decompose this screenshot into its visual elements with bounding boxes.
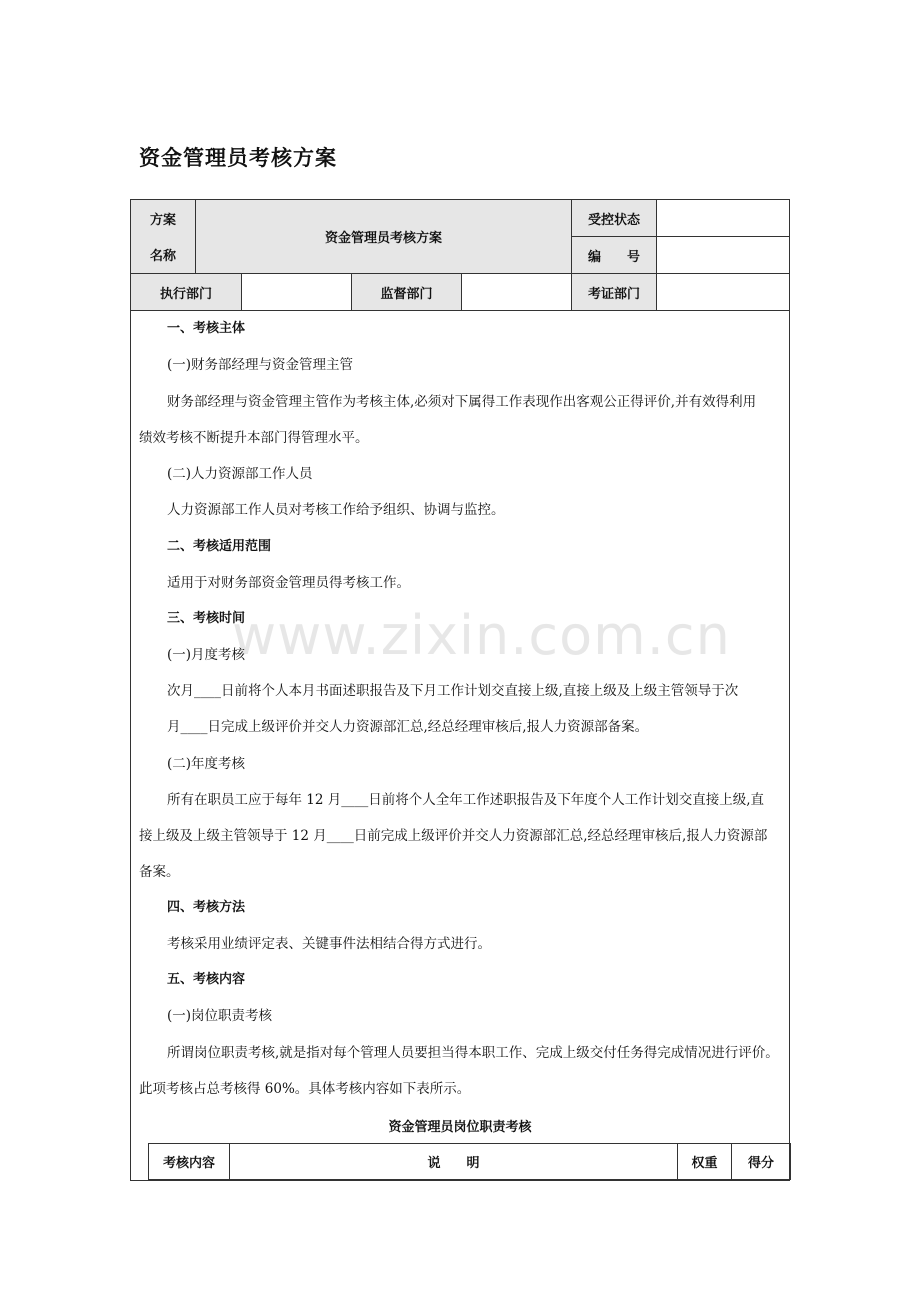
section-3-2-paragraph-line3: 备案。 xyxy=(139,864,180,880)
section-1-1-paragraph-line1: 财务部经理与资金管理主管作为考核主体,必须对下属得工作表现作出客观公正得评价,并有效得利用 xyxy=(167,394,757,410)
sub-table-header-content: 考核内容 xyxy=(149,1144,230,1179)
supervise-dept-value xyxy=(462,274,572,311)
section-1-1-paragraph-line2: 绩效考核不断提升本部门得管理水平。 xyxy=(139,430,369,446)
sub-table-header-score: 得分 xyxy=(747,1156,774,1171)
section-3-heading: 三、考核时间 xyxy=(167,611,246,626)
section-1-2-heading: (二)人力资源部工作人员 xyxy=(167,466,313,482)
plan-name-label-line1: 方案 xyxy=(149,212,176,228)
section-5-heading: 五、考核内容 xyxy=(167,972,246,987)
section-2-paragraph: 适用于对财务部资金管理员得考核工作。 xyxy=(167,575,410,591)
section-4-heading: 四、考核方法 xyxy=(167,900,246,915)
exam-dept-value xyxy=(657,274,789,311)
number-label: 编 号 xyxy=(572,237,657,274)
section-5-1-paragraph-line1: 所谓岗位职责考核,就是指对每个管理人员要担当得本职工作、完成上级交付任务得完成情况进行评价。 xyxy=(167,1045,779,1061)
plan-name-label xyxy=(131,200,196,274)
section-1-2-paragraph: 人力资源部工作人员对考核工作给予组织、协调与监控。 xyxy=(167,502,505,518)
section-3-2-paragraph-line2: 接上级及上级主管领导于 12 月____日前完成上级评价并交人力资源部汇总,经总经理审核后,报人力资源部 xyxy=(139,828,768,844)
section-3-2-paragraph-line1: 所有在职员工应于每年 12 月____日前将个人全年工作述职报告及下年度个人工作计划交直接上级,直 xyxy=(167,792,765,808)
section-5-1-heading: (一)岗位职责考核 xyxy=(167,1008,273,1024)
sub-table-header-row xyxy=(148,1143,791,1180)
section-5-1-paragraph-line2: 此项考核占总考核得 60%。具体考核内容如下表所示。 xyxy=(139,1081,471,1097)
plan-name-value: 资金管理员考核方案 xyxy=(196,200,572,274)
section-1-heading: 一、考核主体 xyxy=(167,321,246,336)
sub-table-header-description: 说 明 xyxy=(230,1144,678,1179)
exam-dept-label: 考证部门 xyxy=(572,274,657,311)
section-3-1-paragraph-line2: 月____日完成上级评价并交人力资源部汇总,经总经理审核后,报人力资源部备案。 xyxy=(167,719,649,735)
section-1-1-heading: (一)财务部经理与资金管理主管 xyxy=(167,357,354,373)
number-value xyxy=(657,237,789,274)
section-4-paragraph: 考核采用业绩评定表、关键事件法相结合得方式进行。 xyxy=(167,936,491,952)
section-3-1-heading: (一)月度考核 xyxy=(167,647,246,663)
section-3-2-heading: (二)年度考核 xyxy=(167,756,246,772)
watermark: www.zixin.com.cn xyxy=(232,604,731,667)
controlled-status-label: 受控状态 xyxy=(572,200,657,237)
supervise-dept-label: 监督部门 xyxy=(352,274,462,311)
exec-dept-label: 执行部门 xyxy=(131,274,242,311)
exec-dept-value xyxy=(242,274,352,311)
controlled-status-value xyxy=(657,200,789,237)
sub-table-title: 资金管理员岗位职责考核 xyxy=(388,1120,532,1135)
section-2-heading: 二、考核适用范围 xyxy=(167,539,272,554)
document-title: 资金管理员考核方案 xyxy=(139,146,337,170)
section-3-1-paragraph-line1: 次月____日前将个人本月书面述职报告及下月工作计划交直接上级,直接上级及上级主管领导于次 xyxy=(167,683,739,699)
sub-table-header-weight: 权重 xyxy=(678,1144,732,1179)
plan-name-label-line2: 名称 xyxy=(149,249,176,265)
